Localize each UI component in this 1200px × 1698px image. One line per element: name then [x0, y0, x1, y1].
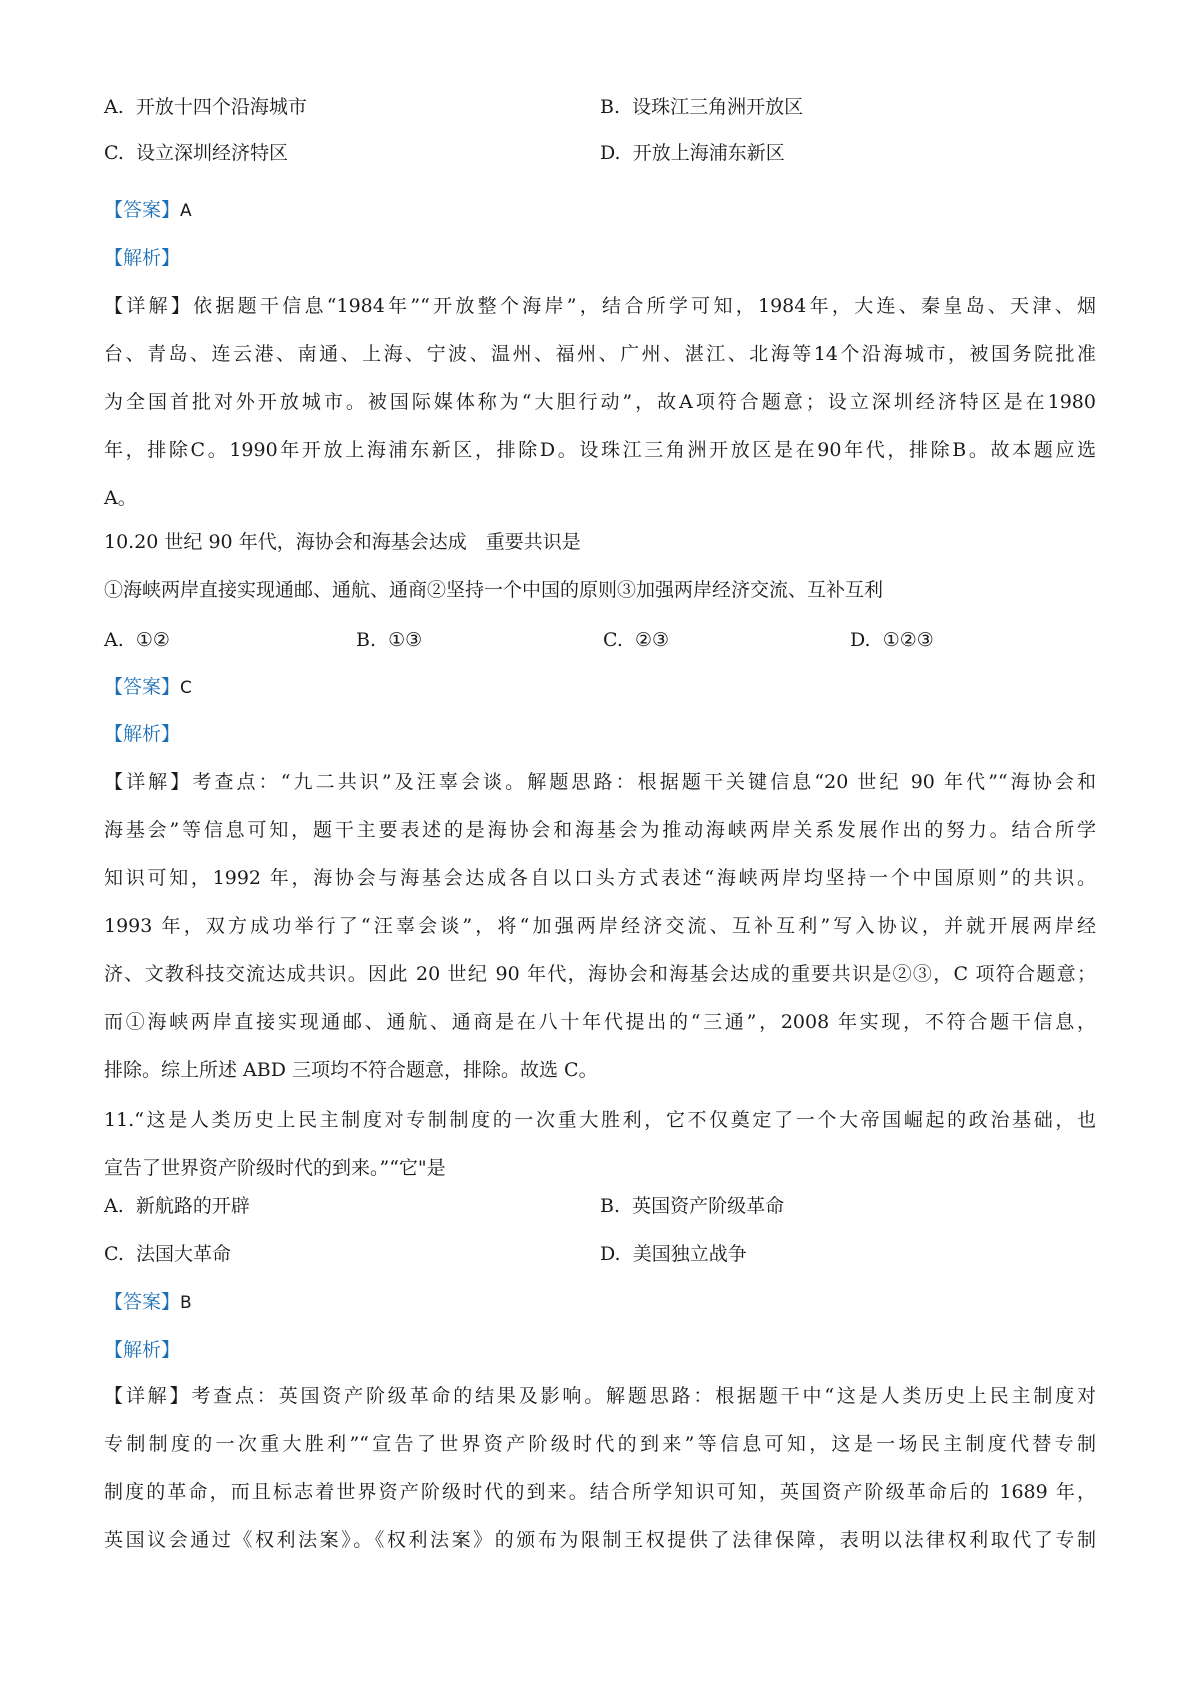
detail-line: 【详解】考查点：“九二共识”及汪辜会谈。解题思路：根据题干关键信息“20 世纪 90 年代”“海协会和	[104, 771, 1096, 793]
q9-analysis-label	[104, 246, 180, 270]
option-letter: B.	[600, 96, 621, 118]
answer-label: 【答案】	[104, 676, 181, 698]
detail-line: 年，排除C。1990年开放上海浦东新区，排除D。设珠江三角洲开放区是在90年代，排除B。故本题应选	[104, 439, 1096, 461]
q10-option-a	[104, 628, 170, 652]
q10-answer	[104, 675, 192, 700]
q11-stem	[104, 1096, 1096, 1192]
q9-option-c	[104, 141, 288, 165]
option-text: 设珠江三角洲开放区	[632, 96, 804, 118]
answer-value: B	[180, 1293, 192, 1313]
option-text: 法国大革命	[136, 1243, 232, 1265]
q9-option-a	[104, 95, 307, 119]
option-text: ①③	[388, 629, 423, 651]
option-letter: D.	[850, 629, 871, 651]
q10-option-b	[356, 628, 422, 652]
q9-detail	[104, 282, 1096, 522]
detail-line: 英国议会通过《权利法案》。《权利法案》的颁布为限制王权提供了法律保障，表明以法律权利取代了专制	[104, 1529, 1096, 1551]
stem-line: 宣告了世界资产阶级时代的到来。”“它"是	[104, 1157, 446, 1179]
q10-option-c	[603, 628, 669, 652]
option-letter: A.	[104, 1195, 124, 1217]
q10-option-d	[850, 628, 934, 652]
option-text: ②③	[635, 629, 670, 651]
option-text: 新航路的开辟	[135, 1195, 250, 1217]
detail-line: 制度的革命，而且标志着世界资产阶级时代的到来。结合所学知识可知，英国资产阶级革命后的 1689 年，	[104, 1481, 1096, 1503]
option-text: 美国独立战争	[632, 1243, 747, 1265]
detail-line: 专制制度的一次重大胜利”“宣告了世界资产阶级时代的到来”等信息可知，这是一场民主制度代替专制	[104, 1433, 1096, 1455]
q11-option-a	[104, 1194, 250, 1218]
option-text: 开放上海浦东新区	[632, 142, 785, 164]
detail-line: 【详解】考查点：英国资产阶级革命的结果及影响。解题思路：根据题干中“这是人类历史上民主制度对	[104, 1385, 1096, 1407]
q11-option-d	[600, 1242, 747, 1266]
q9-option-d	[600, 141, 785, 165]
detail-line: 1993 年，双方成功举行了“汪辜会谈”，将“加强两岸经济交流、互补互利”写入协议，并就开展两岸经	[104, 915, 1096, 937]
detail-line: 排除。综上所述 ABD 三项均不符合题意，排除。故选 C。	[104, 1059, 598, 1081]
detail-line: 海基会”等信息可知，题干主要表述的是海协会和海基会为推动海峡两岸关系发展作出的努力。结合所学	[104, 819, 1096, 841]
option-text: ①②	[135, 629, 170, 651]
option-letter: D.	[600, 1243, 621, 1265]
analysis-label: 【解析】	[104, 723, 181, 745]
answer-label: 【答案】	[104, 1291, 181, 1313]
q11-detail	[104, 1372, 1096, 1564]
option-letter: D.	[600, 142, 621, 164]
option-letter: B.	[600, 1195, 621, 1217]
q9-answer	[104, 198, 192, 223]
detail-line: 而①海峡两岸直接实现通邮、通航、通商是在八十年代提出的“三通”，2008 年实现，不符合题干信息，	[104, 1011, 1096, 1033]
option-letter: C.	[603, 629, 623, 651]
analysis-label: 【解析】	[104, 1339, 181, 1361]
detail-line: 知识可知，1992 年，海协会与海基会达成各自以口头方式表述“海峡两岸均坚持一个中国原则”的共识。	[104, 867, 1096, 889]
q9-option-b	[600, 95, 803, 119]
option-letter: A.	[104, 96, 124, 118]
detail-line: 台、青岛、连云港、南通、上海、宁波、温州、福州、广州、湛江、北海等14个沿海城市，被国务院批准	[104, 343, 1096, 365]
q10-detail	[104, 758, 1096, 1094]
analysis-label: 【解析】	[104, 247, 181, 269]
q11-option-b	[600, 1194, 784, 1218]
detail-line: A。	[104, 487, 137, 509]
answer-value: A	[180, 201, 192, 221]
answer-label: 【答案】	[104, 199, 181, 221]
answer-value: C	[180, 678, 192, 698]
option-letter: B.	[356, 629, 377, 651]
stem-line: 11.“这是人类历史上民主制度对专制制度的一次重大胜利，它不仅奠定了一个大帝国崛起的政治基础，也	[104, 1109, 1096, 1131]
q11-analysis-label	[104, 1338, 180, 1362]
q11-option-c	[104, 1242, 231, 1266]
option-letter: C.	[104, 1243, 124, 1265]
detail-line: 济、文教科技交流达成共识。因此 20 世纪 90 年代，海协会和海基会达成的重要共识是②③，C 项符合题意；	[104, 963, 1096, 985]
q10-statements: ①海峡两岸直接实现通邮、通航、通商②坚持一个中国的原则③加强两岸经济交流、互补互利	[104, 579, 884, 601]
option-text: 设立深圳经济特区	[136, 142, 289, 164]
option-text: ①②③	[882, 629, 934, 651]
q10-analysis-label	[104, 722, 180, 746]
option-letter: C.	[104, 142, 124, 164]
detail-line: 为全国首批对外开放城市。被国际媒体称为“大胆行动”，故A项符合题意；设立深圳经济特区是在1980	[104, 391, 1096, 413]
option-text: 开放十四个沿海城市	[135, 96, 307, 118]
option-text: 英国资产阶级革命	[632, 1195, 785, 1217]
detail-line: 【详解】依据题干信息“1984年”“开放整个海岸”，结合所学可知，1984年，大连、秦皇岛、天津、烟	[104, 295, 1096, 317]
q11-answer	[104, 1290, 192, 1315]
option-letter: A.	[104, 629, 124, 651]
q10-stem: 10.20 世纪 90 年代，海协会和海基会达成 重要共识是	[104, 531, 581, 553]
